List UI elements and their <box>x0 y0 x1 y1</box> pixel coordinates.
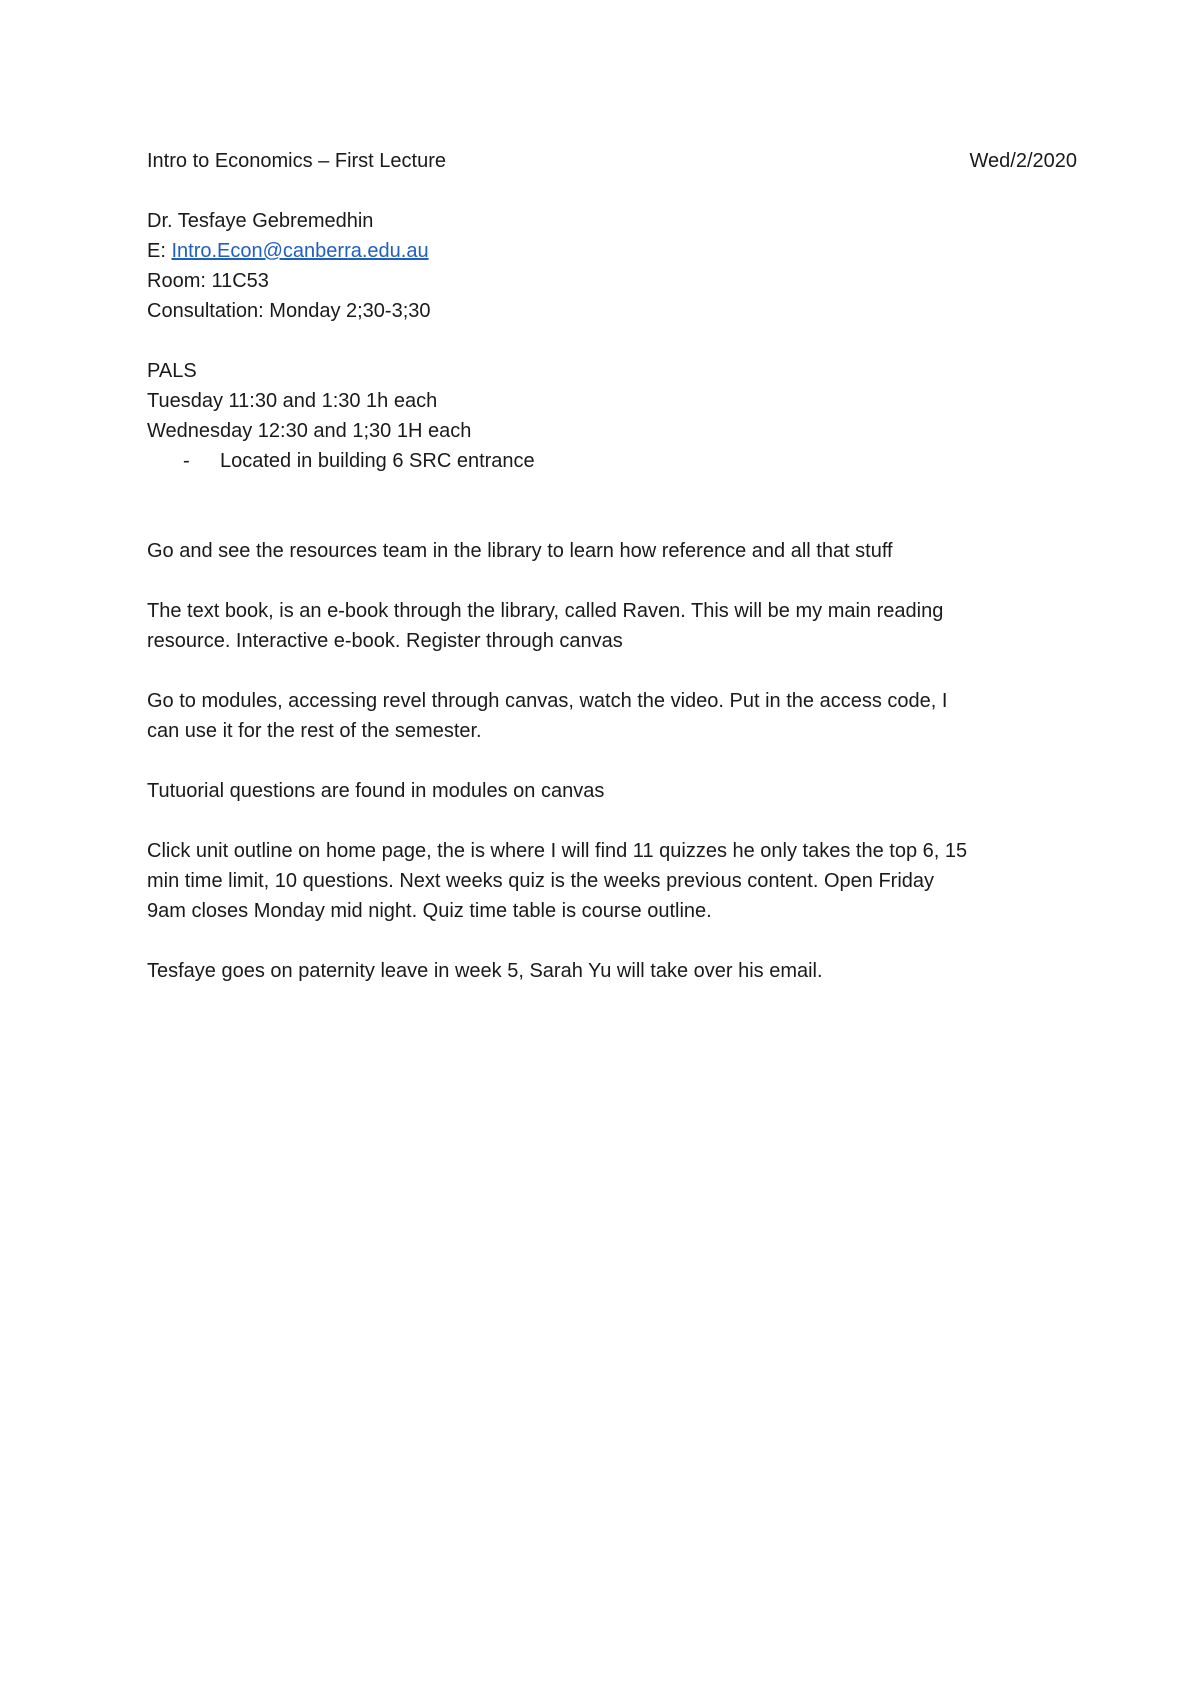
note-paragraph-textbook <box>147 596 1077 656</box>
pals-heading: PALS <box>147 360 197 382</box>
pals-location: Located in building 6 SRC entrance <box>220 450 535 472</box>
note-line: Go to modules, accessing revel through canvas, watch the video. Put in the access code, I <box>147 690 948 712</box>
note-line: Go and see the resources team in the library to learn how reference and all that stuff <box>147 540 893 562</box>
email-line <box>147 236 1077 266</box>
pals-location-bullet <box>147 446 1077 476</box>
lecturer-details <box>147 206 1077 326</box>
lecturer-name: Dr. Tesfaye Gebremedhin <box>147 210 374 232</box>
note-line: Click unit outline on home page, the is where I will find 11 quizzes he only takes the top 6, 15 <box>147 840 968 862</box>
note-paragraph-library <box>147 536 1077 566</box>
note-line: Tesfaye goes on paternity leave in week 5, Sarah Yu will take over his email. <box>147 960 823 982</box>
pals-section <box>147 356 1077 476</box>
lecture-date: Wed/2/2020 <box>969 150 1077 172</box>
note-line: min time limit, 10 questions. Next weeks quiz is the weeks previous content. Open Friday <box>147 870 935 892</box>
note-line: can use it for the rest of the semester. <box>147 720 482 742</box>
note-line: The text book, is an e-book through the library, called Raven. This will be my main reading <box>147 600 944 622</box>
email-link[interactable]: Intro.Econ@canberra.edu.au <box>171 240 429 262</box>
note-paragraph-quizzes <box>147 836 1077 926</box>
note-line: Tutuorial questions are found in modules on canvas <box>147 780 605 802</box>
note-paragraph-modules <box>147 686 1077 746</box>
note-line: resource. Interactive e-book. Register through canvas <box>147 630 623 652</box>
note-line: 9am closes Monday mid night. Quiz time table is course outline. <box>147 900 712 922</box>
lecture-title: Intro to Economics – First Lecture <box>147 150 447 172</box>
pals-session-wednesday: Wednesday 12:30 and 1;30 1H each <box>147 420 472 442</box>
document-page <box>147 146 1077 986</box>
room-line: Room: 11C53 <box>147 270 269 292</box>
email-prefix: E: <box>147 240 172 262</box>
note-paragraph-leave <box>147 956 1077 986</box>
pals-session-tuesday: Tuesday 11:30 and 1:30 1h each <box>147 390 438 412</box>
consultation-line: Consultation: Monday 2;30-3;30 <box>147 300 431 322</box>
title-row <box>147 146 1077 176</box>
note-paragraph-tutorial <box>147 776 1077 806</box>
bullet-dash: - <box>183 450 190 472</box>
